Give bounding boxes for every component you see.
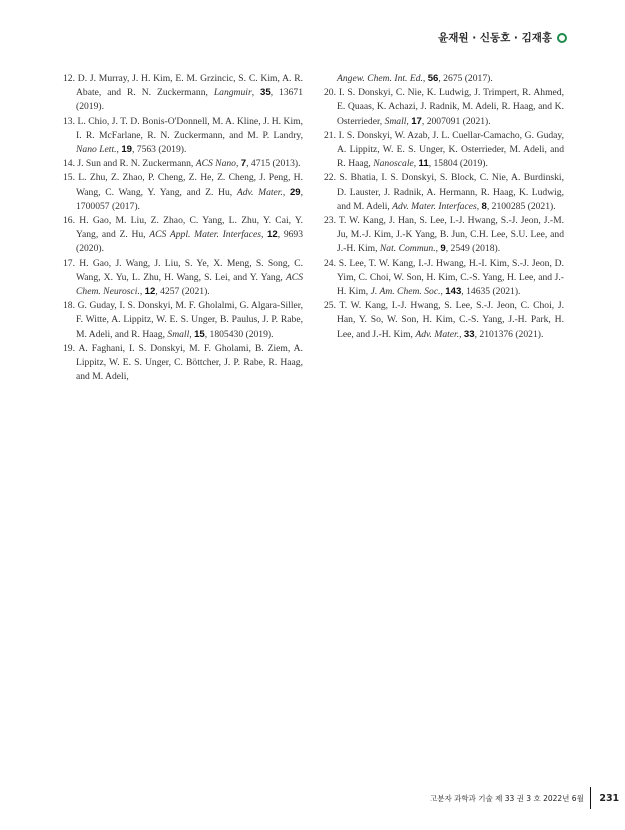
footer-divider [590,787,592,809]
reference-number: 18. [63,300,75,312]
reference-pages-year: , 2675 (2017). [438,73,493,84]
reference-journal: ACS Chem. Neurosci. [76,271,303,298]
reference-pages-year: , 2549 (2018). [445,243,501,255]
circle-icon [557,33,567,43]
reference-item [63,157,303,171]
reference-journal: Nano Lett. [76,144,117,156]
reference-number: 15. [63,172,75,184]
reference-number: 17. [63,257,75,269]
reference-authors: L. Chio, J. T. D. Bonis-O'Donnell, M. A. Kline, J. H. Kim, I. R. McFarlane, R. N. Zuckermann, and M. P. Landry, [76,115,303,141]
reference-journal: Nanoscale [373,158,414,170]
reference-item [324,257,564,300]
running-header [438,30,567,45]
reference-volume: 12 [267,229,278,241]
reference-volume: 7 [240,158,247,170]
reference-item [324,214,564,257]
reference-journal: ACS Appl. Mater. Interfaces [149,229,261,241]
reference-journal: Langmuir [213,87,252,99]
reference-item [63,257,303,300]
reference-pages-year: , 4257 (2021). [155,286,210,298]
reference-volume: 143 [445,286,462,298]
reference-journal: Adv. Mater. Interfaces [392,200,477,212]
reference-pages-year: , 15804 (2019). [428,158,488,170]
reference-authors: J. Sun and R. N. Zuckermann, [77,158,196,170]
reference-volume: 33 [463,328,475,340]
reference-volume: 35 [260,87,271,99]
reference-item [63,171,303,214]
reference-separator: , [440,286,446,298]
reference-authors: H. Gao, J. Wang, J. Liu, S. Ye, X. Meng, S. Song, C. Wang, X. Yu, L. Zhu, H. Wang, S. Lei, and Y. Yang, [76,257,303,283]
reference-item [324,86,564,129]
reference-item [63,299,303,342]
reference-item [324,299,564,342]
references-left-column [63,72,303,384]
reference-separator: , [435,243,441,255]
reference-separator: , [116,144,122,156]
reference-number: 16. [63,215,75,227]
reference-item [324,171,564,214]
reference-item [63,115,303,158]
reference-separator: , [260,229,268,241]
reference-journal: ACS Nano [195,158,236,170]
reference-journal: Angew. Chem. Int. Ed. [337,73,423,84]
reference-19-continuation [324,72,564,86]
reference-volume: 19 [121,144,132,156]
reference-separator: , [189,328,195,340]
reference-item [63,214,303,257]
reference-pages-year: , 4715 (2013). [246,158,301,170]
reference-pages-year: , 1805430 (2019). [204,328,274,340]
reference-authors: I. S. Donskyi, W. Azab, J. L. Cuellar-Camacho, G. Guday, A. Lippitz, W. E. S. Unger, K. Osterrieder, M. Adeli, and R. Haag, [337,129,564,170]
reference-journal: Adv. Mater. [415,328,460,340]
reference-volume: 8 [481,200,487,212]
reference-separator: , [406,115,412,127]
reference-number: 13. [63,115,75,127]
reference-separator: , [282,186,290,198]
reference-pages-year: , 13671 (2019). [76,87,304,113]
reference-authors: A. Faghani, I. S. Donskyi, M. F. Gholami, B. Ziem, A. Lippitz, W. E. S. Unger, C. Böttcher, J. P. Rabe, R. Haag, and M. Adeli, [76,342,303,383]
reference-journal: Small [167,328,190,340]
reference-separator: , [422,73,428,84]
reference-number: 25. [324,300,336,312]
reference-number: 24. [324,257,336,269]
reference-separator: , [251,87,261,99]
header-authors: 윤재원 · 신동호 · 김재홍 [438,32,552,44]
reference-pages-year: , 2101376 (2021). [474,328,544,340]
reference-item [324,129,564,172]
reference-separator: , [139,286,145,298]
reference-journal: Nat. Commun. [379,243,436,255]
reference-separator: , [235,158,241,170]
reference-volume: 56 [427,73,439,84]
reference-volume: 12 [144,286,156,298]
reference-number: 14. [63,158,75,170]
page-number: 231 [599,792,620,804]
reference-authors: D. J. Murray, J. H. Kim, E. M. Grzincic, S. C. Kim, A. R. Abate, and R. N. Zuckermann, [76,73,303,99]
reference-number: 23. [324,215,336,227]
reference-authors: L. Zhu, Z. Zhao, P. Cheng, Z. He, Z. Cheng, J. Peng, H. Wang, C. Wang, Y. Yang, and Z. Hu, [76,172,303,198]
reference-separator: , [476,200,482,212]
reference-authors: I. S. Donskyi, C. Nie, K. Ludwig, J. Trimpert, R. Ahmed, E. Quaas, K. Achazi, J. Radnik, M. Adeli, R. Haag, and K. Osterrieder, [337,87,564,127]
reference-separator: , [413,158,419,170]
reference-pages-year: , 2007091 (2021). [421,115,491,127]
reference-pages-year: , 7563 (2019). [131,144,187,156]
reference-volume: 9 [440,243,446,255]
reference-journal: Small [384,115,407,127]
reference-separator: , [459,328,464,340]
reference-authors: S. Lee, T. W. Kang, I.-J. Hwang, H.-I. Kim, S.-J. Jeon, D. Yim, C. Choi, W. Son, H. Kim, C.-S. Yang, H. Lee, and J.-H. Kim, [337,257,564,298]
page-footer [430,787,619,809]
references-right-column [324,72,564,342]
reference-number: 22. [324,172,336,184]
reference-number: 12. [63,73,75,84]
reference-pages-year: , 9693 (2020). [76,229,304,255]
reference-authors: T. W. Kang, J. Han, S. Lee, I.-J. Hwang, S.-J. Jeon, J.-M. Ju, M.-J. Kim, J.-K Yang, B. Jun, C.H. Lee, S.U. Lee, and J.-H. Kim, [337,215,564,255]
reference-volume: 11 [418,158,429,170]
reference-pages-year: , 1700057 (2017). [76,186,304,212]
reference-item [63,72,303,115]
reference-authors: H. Gao, M. Liu, Z. Zhao, C. Yang, L. Zhu, Y. Cai, Y. Yang, and Z. Hu, [76,215,304,241]
reference-pages-year: , 2100285 (2021). [486,200,556,212]
reference-journal: Adv. Mater. [236,186,283,198]
reference-journal: J. Am. Chem. Soc. [370,286,441,298]
reference-pages-year: , 14635 (2021). [461,286,521,298]
footer-journal-info: 고분자 과학과 기술 제 33 권 3 호 2022년 6월 [430,793,584,803]
reference-authors: G. Guday, I. S. Donskyi, M. F. Gholalmi, G. Algara-Siller, F. Witte, A. Lippitz, W. E. S. Unger, B. Paulus, J. P. Rabe, M. Adeli, and R. Haag, [76,300,303,340]
reference-volume: 17 [411,115,422,127]
reference-authors: T. W. Kang, I.-J. Hwang, S. Lee, S.-J. Jeon, C. Choi, J. Han, Y. So, W. Son, H. Kim, C.-S. Yang, J.-H. Park, H. Lee, and J.-H. Kim, [337,300,565,340]
reference-number: 21. [324,129,336,141]
reference-number: 20. [324,87,336,99]
reference-item [63,342,303,385]
reference-authors: S. Bhatia, I. S. Donskyi, S. Block, C. Nie, A. Burdinski, D. Lauster, J. Radnik, A. Hermann, R. Haag, K. Ludwig, and M. Adeli, [337,172,564,212]
reference-volume: 15 [194,328,205,340]
reference-volume: 29 [289,186,301,198]
reference-number: 19. [63,342,75,354]
